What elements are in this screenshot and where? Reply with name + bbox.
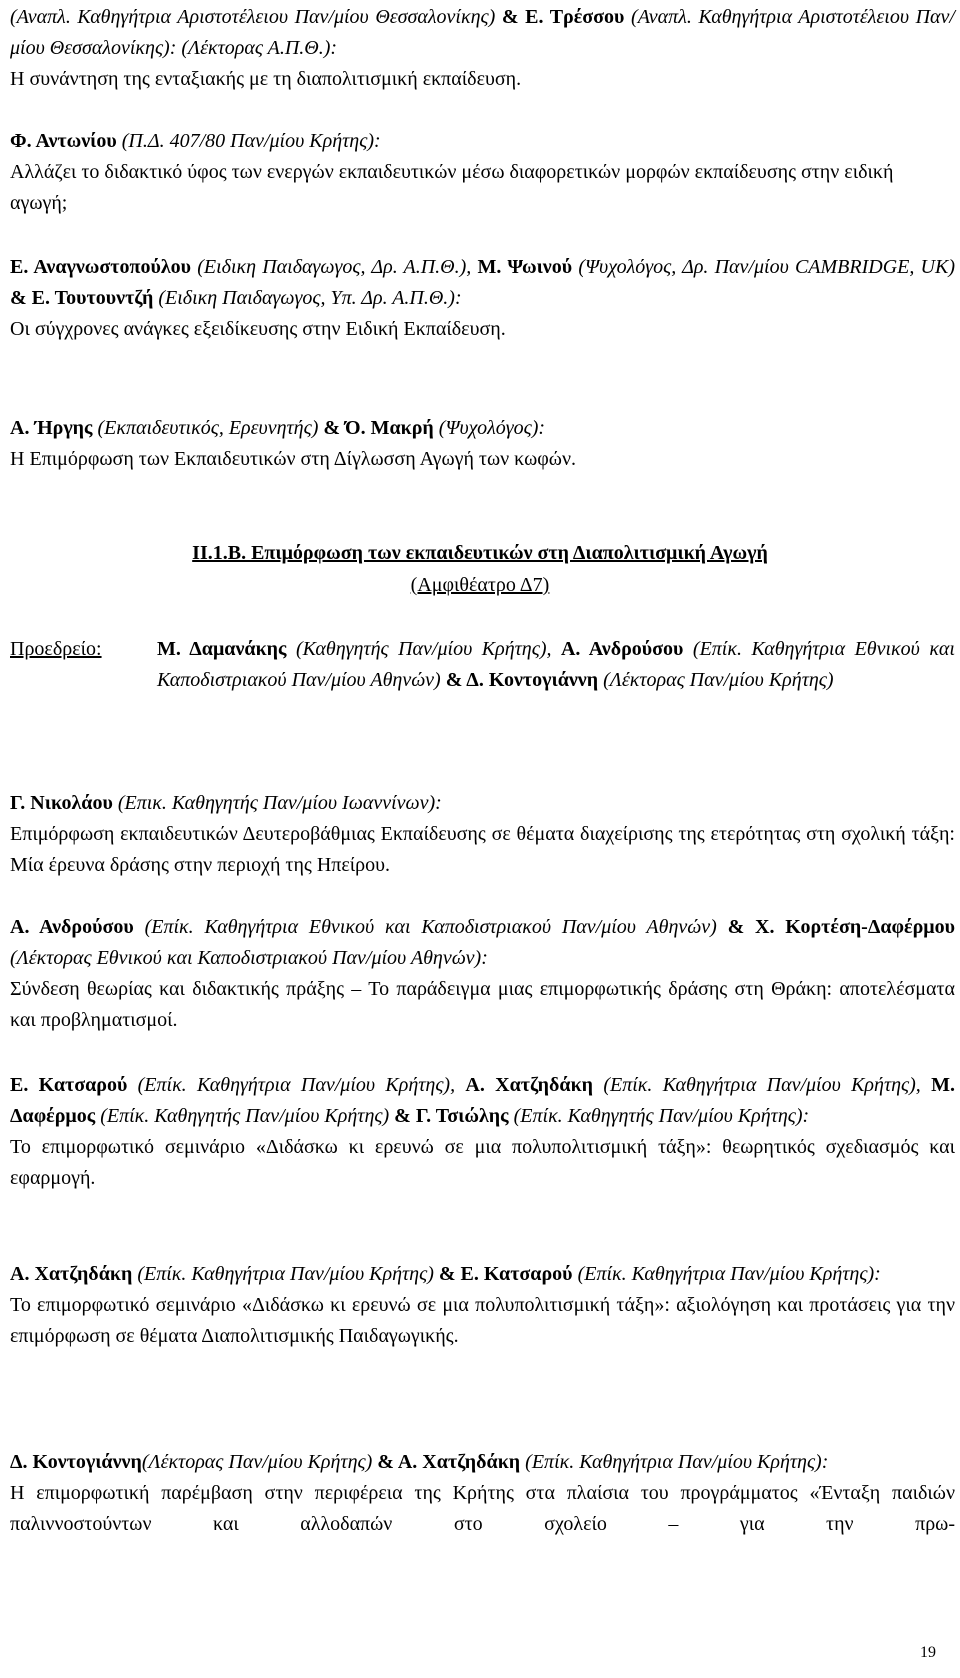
author-name: Α. Ανδρούσου bbox=[10, 916, 134, 938]
chair-members bbox=[157, 634, 955, 696]
author-name: Α. Χατζηδάκη bbox=[465, 1074, 594, 1096]
paper-title: Η Επιμόρφωση των Εκπαιδευτικών στη Δίγλωσση Αγωγή των κωφών. bbox=[10, 448, 576, 470]
author-name: & Γ. Τσιώλης bbox=[394, 1105, 509, 1127]
paper-authors bbox=[10, 126, 955, 157]
chair-name: Μ. Δαμανάκης bbox=[157, 638, 287, 660]
paper-authors bbox=[10, 912, 955, 974]
author-name: & Α. Χατζηδάκη bbox=[377, 1451, 521, 1473]
paper-title: Η συνάντηση της ενταξιακής με τη διαπολιτισμική εκπαίδευση. bbox=[10, 68, 522, 90]
author-affiliation: (Ειδικη Παιδαγωγος, Δρ. Α.Π.Θ.), bbox=[191, 256, 478, 278]
author-affiliation: (Επίκ. Καθηγήτρια Παν/μίου Κρήτης): bbox=[520, 1451, 829, 1473]
paper-authors bbox=[10, 1070, 955, 1132]
author-affiliation: (Επίκ. Καθηγήτρια Εθνικού και Καποδιστριακού Παν/μίου Αθηνών) bbox=[133, 916, 728, 938]
paper-entry bbox=[10, 1259, 955, 1352]
author-affiliation: (Ειδικη Παιδαγωγος, Υπ. Δρ. Α.Π.Θ.): bbox=[153, 287, 462, 309]
author-name: & Ε. Κατσαρού bbox=[438, 1263, 573, 1285]
paper-title: Η επιμορφωτική παρέμβαση στην περιφέρεια της Κρήτης στα πλαίσια του προγράμματος «Ένταξη παιδιών παλιννοστούντων και αλλοδαπών στο σχολείο – για την πρω- bbox=[10, 1482, 955, 1535]
paper-title: Επιμόρφωση εκπαιδευτικών Δευτεροβάθμιας Εκπαίδευσης σε θέματα διαχείρισης της ετερότητας στη σχολική τάξη: Μία έρευνα δράσης στην περιοχή της Ηπείρου. bbox=[10, 823, 955, 876]
paper-authors bbox=[10, 2, 955, 64]
author-affiliation: (Επίκ. Καθηγήτρια Παν/μίου Κρήτης), bbox=[127, 1074, 466, 1096]
author-affiliation: (Επίκ. Καθηγήτρια Παν/μίου Κρήτης) bbox=[132, 1263, 439, 1285]
author-affiliation: (Λέκτορας Παν/μίου Κρήτης) bbox=[141, 1451, 378, 1473]
chair-name: Α. Ανδρούσου bbox=[560, 638, 684, 660]
paper-entry bbox=[10, 126, 955, 219]
author-name: & Ό. Μακρή bbox=[323, 417, 434, 439]
paper-entry bbox=[10, 912, 955, 1036]
paper-authors bbox=[10, 788, 955, 819]
author-affiliation: (Π.Δ. 407/80 Παν/μίου Κρήτης): bbox=[116, 130, 381, 152]
author-name: Ε. Κατσαρού bbox=[10, 1074, 128, 1096]
author-affiliation: (Λέκτορας Εθνικού και Καποδιστριακού Παν/μίου Αθηνών): bbox=[10, 947, 488, 969]
chair-label: Προεδρείο: bbox=[10, 638, 102, 660]
paper-entry bbox=[10, 1070, 955, 1194]
paper-entry bbox=[10, 1447, 955, 1540]
author-affiliation: (Επίκ. Καθηγήτρια Παν/μίου Κρήτης): bbox=[572, 1263, 881, 1285]
author-affiliation: (Ψυχολόγος): bbox=[433, 417, 546, 439]
author-affiliation: (Επίκ. Καθηγητής Παν/μίου Κρήτης) bbox=[95, 1105, 395, 1127]
section-venue-text: (Αμφιθέατρο Δ7) bbox=[410, 574, 550, 596]
page-number: 19 bbox=[920, 1644, 936, 1661]
author-affiliation: (Αναπλ. Καθηγήτρια Αριστοτέλειου Παν/μίου Θεσσαλονίκης) bbox=[10, 6, 502, 28]
author-name: Μ. Ψωινού bbox=[477, 256, 573, 278]
author-name: Δ. Κοντογιάννη bbox=[10, 1451, 142, 1473]
paper-title: Σύνδεση θεωρίας και διδακτικής πράξης – Το παράδειγμα μιας επιμορφωτικής δράσης στη Θράκη: αποτελέσματα και προβληματισμοί. bbox=[10, 978, 955, 1031]
section-heading-text: ΙΙ.1.Β. Επιμόρφωση των εκπαιδευτικών στη Διαπολιτισμική Αγωγή bbox=[192, 542, 768, 564]
author-name: & Ε. Τουτουντζή bbox=[10, 287, 154, 309]
author-affiliation: (Επικ. Καθηγητής Παν/μίου Ιωαννίνων): bbox=[112, 792, 442, 814]
author-name: Γ. Νικολάου bbox=[10, 792, 113, 814]
chair-affiliation: (Καθηγητής Παν/μίου Κρήτης), bbox=[286, 638, 561, 660]
paper-entry bbox=[10, 252, 955, 345]
paper-authors bbox=[10, 1259, 955, 1290]
paper-authors bbox=[10, 1447, 955, 1478]
paper-authors bbox=[10, 252, 955, 314]
author-affiliation: (Επίκ. Καθηγητής Παν/μίου Κρήτης): bbox=[508, 1105, 810, 1127]
author-name: Α. Ήργης bbox=[10, 417, 93, 439]
author-affiliation: (Ψυχολόγος, Δρ. Παν/μίου CAMBRIDGE, UK) bbox=[572, 256, 955, 278]
author-name: Μ. Δαφέρμος bbox=[10, 1074, 955, 1127]
paper-entry bbox=[10, 788, 955, 881]
author-name: Φ. Αντωνίου bbox=[10, 130, 117, 152]
author-name: Ε. Αναγνωστοπούλου bbox=[10, 256, 192, 278]
paper-entry bbox=[10, 2, 955, 95]
section-venue bbox=[0, 570, 960, 601]
paper-title: Το επιμορφωτικό σεμινάριο «Διδάσκω κι ερευνώ σε μια πολυπολιτισμική τάξη»: θεωρητικός σχεδιασμός και εφαρμογή. bbox=[10, 1136, 955, 1189]
author-affiliation: (Εκπαιδευτικός, Ερευνητής) bbox=[92, 417, 324, 439]
chair-name: & Δ. Κοντογιάννη bbox=[445, 669, 599, 691]
paper-title: Το επιμορφωτικό σεμινάριο «Διδάσκω κι ερευνώ σε μια πολυπολιτισμική τάξη»: αξιολόγηση και προτάσεις για την επιμόρφωση σε θέματα Διαπολιτισμικής Παιδαγωγικής. bbox=[10, 1294, 955, 1347]
chair-affiliation: (Επίκ. Καθηγήτρια Εθνικού και Καποδιστριακού Παν/μίου Αθηνών) bbox=[157, 638, 955, 691]
author-affiliation: (Αναπλ. Καθηγήτρια Αριστοτέλειου Παν/μίου Θεσσαλονίκης): (Λέκτορας Α.Π.Θ.): bbox=[10, 6, 955, 59]
section-heading bbox=[0, 538, 960, 569]
chair-affiliation: (Λέκτορας Παν/μίου Κρήτης) bbox=[598, 669, 834, 691]
author-name: Α. Χατζηδάκη bbox=[10, 1263, 133, 1285]
paper-authors bbox=[10, 413, 955, 444]
author-name: & Ε. Τρέσσου bbox=[501, 6, 625, 28]
author-name: & Χ. Κορτέση-Δαφέρμου bbox=[727, 916, 955, 938]
paper-title: Αλλάζει το διδακτικό ύφος των ενεργών εκπαιδευτικών μέσω διαφορετικών μορφών εκπαίδευσης στην ειδική αγωγή; bbox=[10, 161, 894, 214]
paper-entry bbox=[10, 413, 955, 475]
author-affiliation: (Επίκ. Καθηγήτρια Παν/μίου Κρήτης), bbox=[593, 1074, 932, 1096]
paper-title: Οι σύγχρονες ανάγκες εξειδίκευσης στην Ειδική Εκπαίδευση. bbox=[10, 318, 506, 340]
